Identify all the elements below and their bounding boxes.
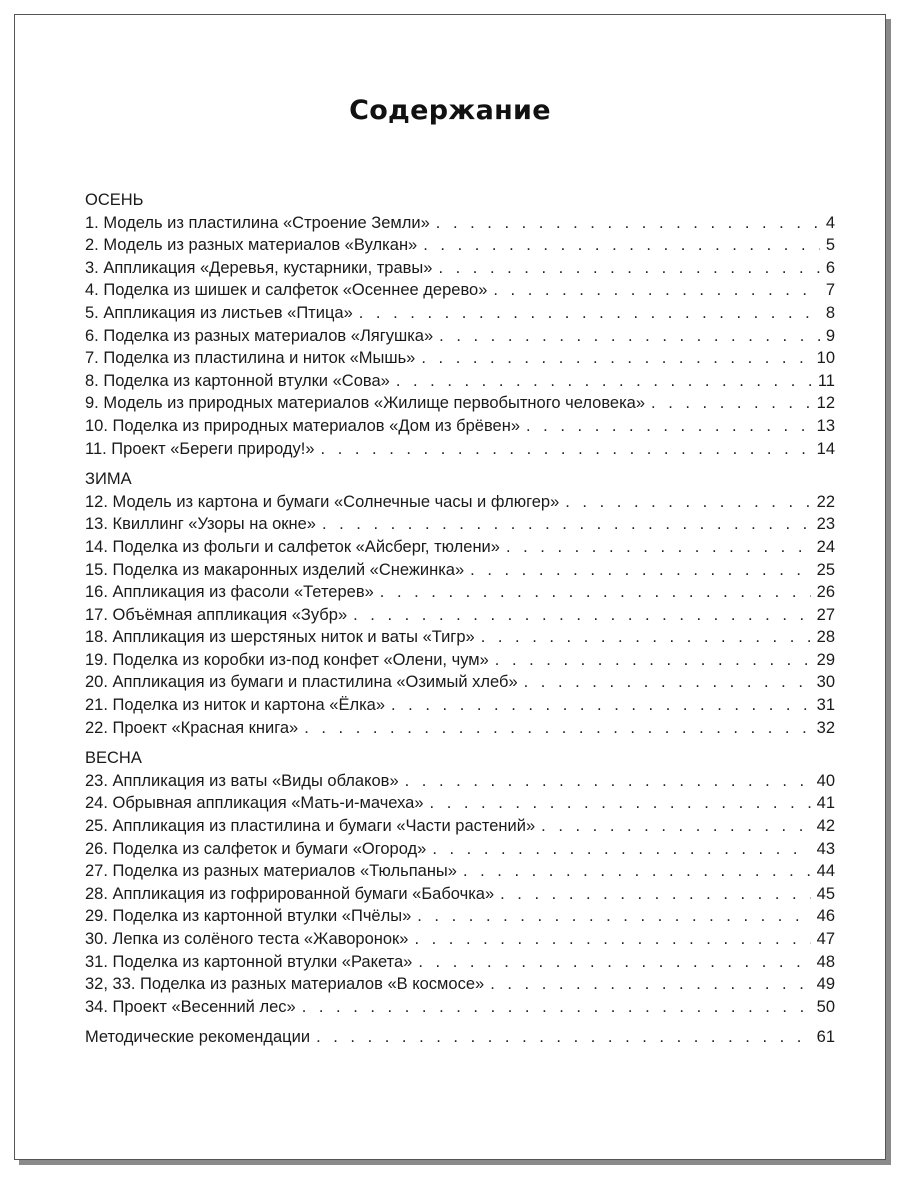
toc-entry-label: 3. Аппликация «Деревья, кустарники, травы» xyxy=(85,258,433,277)
toc-entry-page-number: 10 xyxy=(816,349,835,368)
toc-entry-page-number: 46 xyxy=(816,907,835,926)
dot-leader xyxy=(423,234,820,257)
toc-entry xyxy=(85,905,835,928)
toc-entry-label: 34. Проект «Весенний лес» xyxy=(85,997,296,1016)
toc-entry-page-number: 12 xyxy=(816,394,835,413)
toc-entry-page-number: 6 xyxy=(825,258,835,277)
toc-entry xyxy=(85,671,835,694)
dot-leader xyxy=(353,604,811,627)
toc-entry xyxy=(85,770,835,793)
toc-entry xyxy=(85,581,835,604)
toc-entry xyxy=(85,815,835,838)
dot-leader xyxy=(391,694,811,717)
toc-entry-label: 29. Поделка из картонной втулки «Пчёлы» xyxy=(85,907,412,926)
toc-entry-label: 7. Поделка из пластилина и ниток «Мышь» xyxy=(85,349,416,368)
toc-entry-label: 24. Обрывная аппликация «Мать-и-мачеха» xyxy=(85,794,424,813)
toc-entry-label: Методические рекомендации xyxy=(85,1028,311,1047)
dot-leader xyxy=(421,347,810,370)
dot-leader xyxy=(500,883,811,906)
toc-entry-page-number: 24 xyxy=(816,537,835,556)
toc-section xyxy=(85,747,835,1018)
toc-entry xyxy=(85,279,835,302)
toc-entry xyxy=(85,536,835,559)
toc-entry-label: 32, 33. Поделка из разных материалов «В космосе» xyxy=(85,975,485,994)
toc-entry-page-number: 11 xyxy=(817,371,835,390)
toc-entry xyxy=(85,302,835,325)
toc-entry xyxy=(85,415,835,438)
toc-entry xyxy=(85,626,835,649)
section-title: ЗИМА xyxy=(85,470,132,489)
dot-leader xyxy=(493,279,819,302)
toc-entry-page-number: 42 xyxy=(816,817,835,836)
toc-entry-label: 25. Аппликация из пластилина и бумаги «Части растений» xyxy=(85,817,536,836)
toc-entry-label: 6. Поделка из разных материалов «Лягушка» xyxy=(85,326,434,345)
toc-entry-page-number: 47 xyxy=(816,930,835,948)
toc-entry xyxy=(85,370,835,393)
toc-entry-label: 23. Аппликация из ваты «Виды облаков» xyxy=(85,771,399,790)
toc-entry-label: 11. Проект «Береги природу!» xyxy=(85,439,315,458)
dot-leader xyxy=(541,815,810,838)
toc-entry-label: 26. Поделка из салфеток и бумаги «Огород» xyxy=(85,839,427,858)
toc-entry xyxy=(85,347,835,370)
toc-entry-label: 12. Модель из картона и бумаги «Солнечные часы и флюгер» xyxy=(85,492,560,511)
toc-entry xyxy=(85,491,835,514)
dot-leader xyxy=(417,905,810,928)
dot-leader xyxy=(436,212,820,235)
page-title: Содержание xyxy=(349,95,551,126)
toc-entry-page-number: 28 xyxy=(816,628,835,647)
toc-entry-label: 18. Аппликация из шерстяных ниток и ваты «Тигр» xyxy=(85,628,475,647)
dot-leader xyxy=(430,792,811,815)
document-page xyxy=(14,14,886,1160)
toc-entry xyxy=(85,257,835,280)
dot-leader xyxy=(380,581,811,604)
toc-entry-page-number: 40 xyxy=(816,771,835,790)
toc-entry xyxy=(85,694,835,717)
dot-leader xyxy=(418,951,810,974)
toc-entry-page-number: 50 xyxy=(816,997,835,1016)
toc-entry-page-number: 7 xyxy=(825,281,835,300)
dot-leader xyxy=(565,491,810,514)
toc-entry-page-number: 27 xyxy=(816,605,835,624)
toc-entry-label: 31. Поделка из картонной втулки «Ракета» xyxy=(85,952,413,971)
toc-entry-page-number: 22 xyxy=(816,492,835,511)
toc-entry-label: 9. Модель из природных материалов «Жилище первобытного человека» xyxy=(85,394,646,413)
toc-entry-page-number: 13 xyxy=(816,416,835,435)
dot-leader xyxy=(495,649,811,672)
dot-leader xyxy=(405,770,811,793)
toc-entry-page-number: 29 xyxy=(816,650,835,669)
toc-entry-page-number: 31 xyxy=(816,696,835,715)
toc-entry-page-number: 4 xyxy=(825,213,835,232)
toc-entry xyxy=(85,649,835,672)
toc-section xyxy=(85,189,835,460)
toc-entry-page-number: 45 xyxy=(816,884,835,903)
dot-leader xyxy=(470,559,810,582)
toc-entry-page-number: 9 xyxy=(825,326,835,345)
toc-entry-label: 13. Квиллинг «Узоры на окне» xyxy=(85,515,316,534)
dot-leader xyxy=(490,973,810,996)
toc-entry-label: 22. Проект «Красная книга» xyxy=(85,718,299,737)
dot-leader xyxy=(432,838,810,861)
toc-entry-label: 14. Поделка из фольги и салфеток «Айсберг, тюлени» xyxy=(85,537,500,556)
dot-leader xyxy=(438,257,819,280)
toc-entry xyxy=(85,717,835,740)
dot-leader xyxy=(481,626,811,649)
toc-entry-page-number: 61 xyxy=(816,1028,835,1047)
toc-entry-label: 17. Объёмная аппликация «Зубр» xyxy=(85,605,348,624)
toc-entry-page-number: 48 xyxy=(816,952,835,971)
toc-entry-appendix xyxy=(85,1026,835,1049)
toc-entry-page-number: 30 xyxy=(816,673,835,692)
toc-entry xyxy=(85,513,835,536)
toc-entry-page-number: 49 xyxy=(816,975,835,994)
toc-entry-label: 8. Поделка из картонной втулки «Сова» xyxy=(85,371,390,390)
toc-entry xyxy=(85,928,835,951)
toc-entry xyxy=(85,792,835,815)
dot-leader xyxy=(651,392,811,415)
toc-entry xyxy=(85,212,835,235)
toc-entry xyxy=(85,604,835,627)
toc-entry xyxy=(85,883,835,906)
toc-entry xyxy=(85,951,835,974)
toc-entry-page-number: 14 xyxy=(816,439,835,458)
dot-leader xyxy=(302,996,811,1019)
toc-entry-label: 19. Поделка из коробки из-под конфет «Олени, чум» xyxy=(85,650,489,669)
toc-entry xyxy=(85,996,835,1019)
dot-leader xyxy=(322,513,811,536)
toc-section xyxy=(85,468,835,739)
toc-entry xyxy=(85,392,835,415)
section-title: ОСЕНЬ xyxy=(85,191,144,209)
toc-entry-label: 16. Аппликация из фасоли «Тетерев» xyxy=(85,583,374,602)
toc-entry-label: 1. Модель из пластилина «Строение Земли» xyxy=(85,213,430,232)
toc-entry xyxy=(85,234,835,257)
dot-leader xyxy=(396,370,812,393)
toc-entry-page-number: 25 xyxy=(816,560,835,579)
toc-entry xyxy=(85,838,835,861)
toc-entry-label: 2. Модель из разных материалов «Вулкан» xyxy=(85,236,418,255)
toc-entry-label: 15. Поделка из макаронных изделий «Снежинка» xyxy=(85,560,465,579)
section-title: ВЕСНА xyxy=(85,749,142,768)
toc-entry xyxy=(85,559,835,582)
dot-leader xyxy=(463,860,811,883)
dot-leader xyxy=(506,536,811,559)
toc-entry-label: 20. Аппликация из бумаги и пластилина «Озимый хлеб» xyxy=(85,673,518,692)
toc-entry-label: 27. Поделка из разных материалов «Тюльпаны» xyxy=(85,862,457,881)
dot-leader xyxy=(439,325,820,348)
dot-leader xyxy=(414,928,810,951)
toc-entry xyxy=(85,860,835,883)
dot-leader xyxy=(304,717,810,740)
toc-entry-label: 5. Аппликация из листьев «Птица» xyxy=(85,303,353,322)
toc-entry-label: 30. Лепка из солёного теста «Жаворонок» xyxy=(85,930,409,948)
toc-entry-label: 4. Поделка из шишек и салфеток «Осеннее дерево» xyxy=(85,281,488,300)
toc-entry xyxy=(85,325,835,348)
dot-leader xyxy=(359,302,820,325)
dot-leader xyxy=(526,415,811,438)
toc-entry xyxy=(85,438,835,461)
toc-entry-label: 10. Поделка из природных материалов «Дом из брёвен» xyxy=(85,416,521,435)
toc-entry-label: 21. Поделка из ниток и картона «Ёлка» xyxy=(85,696,386,715)
table-of-contents xyxy=(85,189,835,1049)
toc-entry-label: 28. Аппликация из гофрированной бумаги «Бабочка» xyxy=(85,884,495,903)
toc-entry-page-number: 26 xyxy=(816,583,835,602)
dot-leader xyxy=(524,671,811,694)
dot-leader xyxy=(316,1026,811,1049)
toc-entry-page-number: 5 xyxy=(825,236,835,255)
toc-entry-page-number: 32 xyxy=(816,718,835,737)
toc-entry-page-number: 44 xyxy=(816,862,835,881)
toc-entry-page-number: 43 xyxy=(816,839,835,858)
toc-entry-page-number: 8 xyxy=(825,303,835,322)
toc-entry-page-number: 23 xyxy=(816,515,835,534)
dot-leader xyxy=(321,438,811,461)
toc-entry xyxy=(85,973,835,996)
toc-entry-page-number: 41 xyxy=(816,794,835,813)
